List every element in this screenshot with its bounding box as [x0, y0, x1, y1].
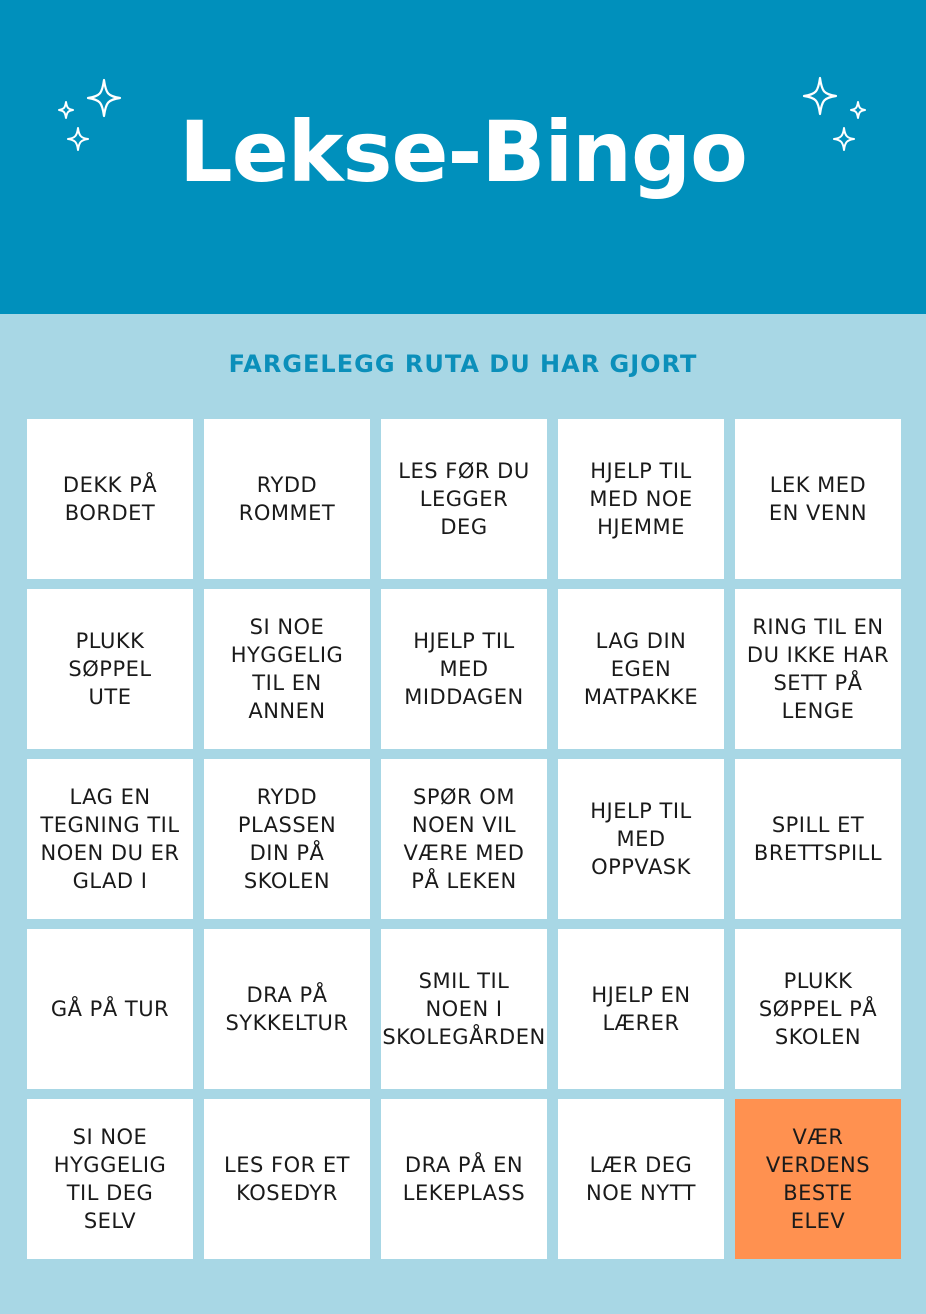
bingo-cell[interactable] — [735, 759, 901, 919]
bingo-cell[interactable] — [735, 1099, 901, 1259]
bingo-cell-label: HJELP TIL MED OPPVASK — [590, 799, 692, 879]
bingo-cell[interactable] — [27, 929, 193, 1089]
bingo-cell[interactable] — [381, 589, 547, 749]
bingo-cell-label: LÆR DEG NOE NYTT — [585, 1153, 696, 1205]
bingo-cell[interactable] — [381, 759, 547, 919]
bingo-cell[interactable] — [27, 419, 193, 579]
bingo-cell[interactable] — [204, 1099, 370, 1259]
bingo-cell-label: DRA PÅ EN LEKEPLASS — [402, 1153, 526, 1205]
bingo-cell-label: DRA PÅ SYKKELTUR — [225, 983, 349, 1035]
bingo-cell[interactable] — [27, 1099, 193, 1259]
bingo-cell-label: PLUKK SØPPEL UTE — [68, 629, 152, 709]
bingo-cell[interactable] — [735, 589, 901, 749]
bingo-cell-label: GÅ PÅ TUR — [50, 997, 170, 1021]
bingo-cell-label: LAG DIN EGEN MATPAKKE — [583, 629, 699, 709]
sparkles-icon — [796, 72, 876, 162]
bingo-cell-label: LEK MED EN VENN — [768, 473, 868, 525]
bingo-cell-label: SPILL ET BRETTSPILL — [753, 813, 883, 865]
bingo-cell-label: SI NOE HYGGELIG TIL EN ANNEN — [230, 615, 344, 723]
bingo-cell[interactable] — [381, 929, 547, 1089]
bingo-cell-label: SMIL TIL NOEN I SKOLEGÅRDEN — [382, 969, 546, 1049]
instruction-subtitle: FARGELEGG RUTA DU HAR GJORT — [228, 350, 698, 378]
bingo-cell[interactable] — [558, 759, 724, 919]
bingo-cell[interactable] — [204, 589, 370, 749]
bingo-cell-label: SI NOE HYGGELIG TIL DEG SELV — [53, 1125, 167, 1233]
bingo-cell-label: RYDD ROMMET — [238, 473, 336, 525]
bingo-grid — [27, 419, 901, 1259]
bingo-cell[interactable] — [735, 929, 901, 1089]
bingo-cell[interactable] — [558, 1099, 724, 1259]
bingo-cell[interactable] — [204, 929, 370, 1089]
bingo-cell[interactable] — [381, 1099, 547, 1259]
bingo-cell-label: HJELP TIL MED NOE HJEMME — [589, 459, 693, 539]
header-banner — [0, 0, 926, 314]
bingo-cell-label: SPØR OM NOEN VIL VÆRE MED PÅ LEKEN — [403, 785, 525, 893]
bingo-cell-label: LES FOR ET KOSEDYR — [224, 1153, 350, 1205]
bingo-cell[interactable] — [381, 419, 547, 579]
bingo-cell[interactable] — [27, 759, 193, 919]
bingo-cell[interactable] — [558, 419, 724, 579]
bingo-cell-label: LES FØR DU LEGGER DEG — [398, 459, 530, 539]
bingo-cell-label: HJELP TIL MED MIDDAGEN — [404, 629, 524, 709]
bingo-cell-label: RYDD PLASSEN DIN PÅ SKOLEN — [237, 785, 337, 893]
bingo-cell[interactable] — [558, 589, 724, 749]
bingo-cell-label: HJELP EN LÆRER — [591, 983, 691, 1035]
bingo-cell-label: RING TIL EN DU IKKE HAR SETT PÅ LENGE — [746, 615, 890, 723]
bingo-cell[interactable] — [558, 929, 724, 1089]
bingo-cell-label: PLUKK SØPPEL PÅ SKOLEN — [758, 969, 878, 1049]
bingo-cell-label: DEKK PÅ BORDET — [62, 473, 158, 525]
bingo-cell-label: LAG EN TEGNING TIL NOEN DU ER GLAD I — [40, 785, 180, 893]
bingo-cell[interactable] — [735, 419, 901, 579]
page-title: Lekse-Bingo — [179, 103, 747, 201]
bingo-cell[interactable] — [204, 759, 370, 919]
bingo-cell-label: VÆR VERDENS BESTE ELEV — [765, 1125, 871, 1233]
bingo-cell[interactable] — [27, 589, 193, 749]
bingo-cell[interactable] — [204, 419, 370, 579]
